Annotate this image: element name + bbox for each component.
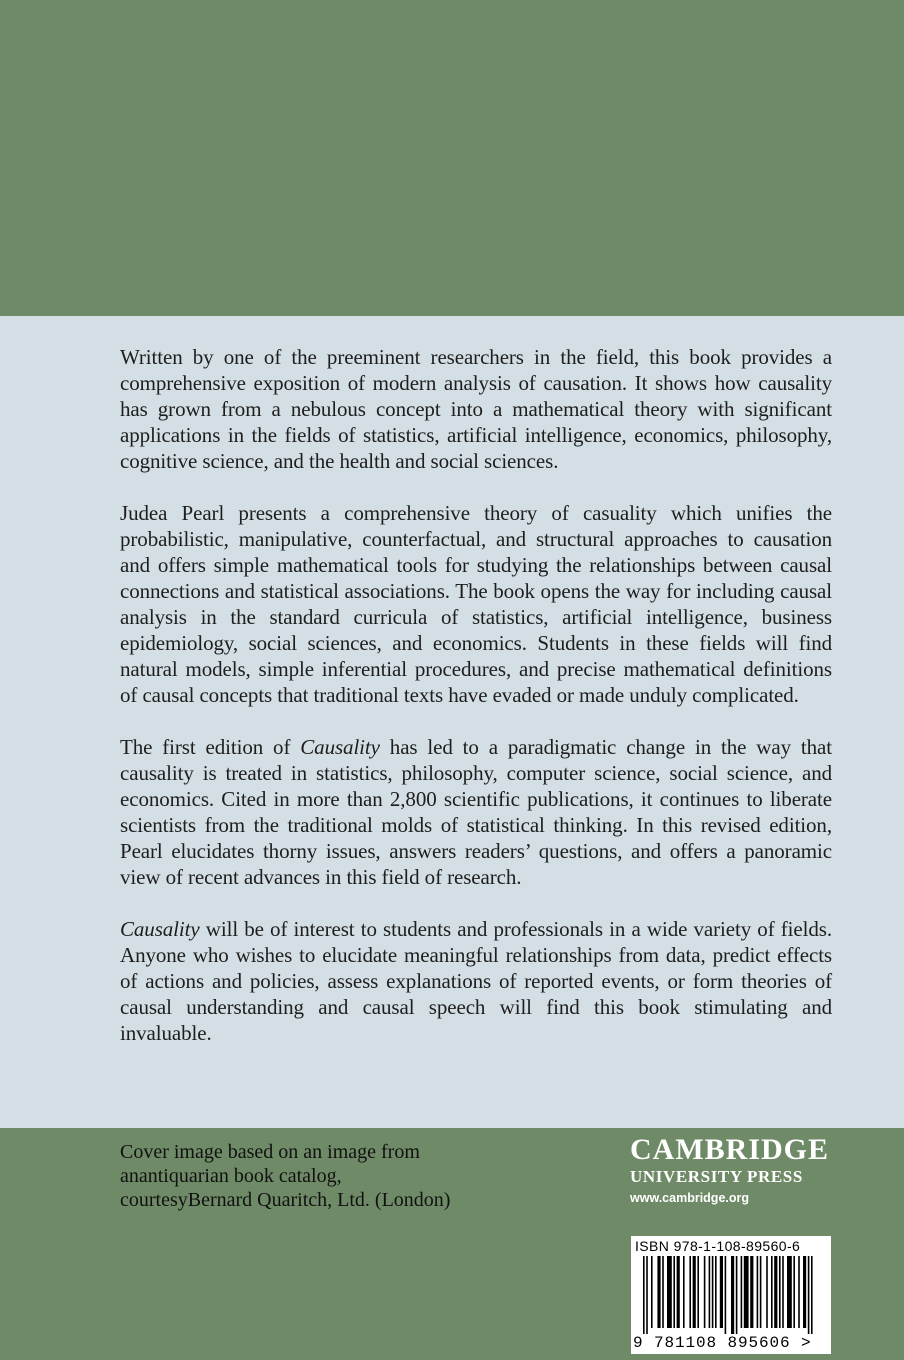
barcode-bar bbox=[677, 1256, 680, 1328]
blurb-paragraph-3 bbox=[120, 734, 832, 890]
isbn-barcode bbox=[631, 1236, 831, 1354]
barcode-bar bbox=[646, 1256, 648, 1334]
barcode-bars bbox=[631, 1256, 831, 1334]
barcode-bar bbox=[750, 1256, 753, 1328]
publisher-name: CAMBRIDGE bbox=[630, 1133, 830, 1166]
barcode-bar bbox=[720, 1256, 723, 1328]
barcode-bar bbox=[803, 1256, 806, 1328]
barcode-bar bbox=[731, 1256, 734, 1334]
barcode-bar bbox=[725, 1256, 727, 1334]
barcode-bar bbox=[715, 1256, 717, 1328]
credit-line-2: anantiquarian book catalog, bbox=[120, 1165, 342, 1187]
barcode-bar bbox=[808, 1256, 810, 1334]
blurb-paragraph-1: Written by one of the preeminent researchers in the field, this book provides a comprehensive exposition of modern analysis of causation. It shows how causality has grown from a nebulous concept into a mathematical theory with significant applications in the fields of statistics, artificial intelligence, economics, philosophy, cognitive science, and the health and social sciences. bbox=[120, 345, 832, 473]
barcode-bar bbox=[667, 1256, 672, 1328]
barcode-digits: 9 781108 895606 > bbox=[633, 1334, 812, 1352]
barcode-bar bbox=[662, 1256, 664, 1328]
paragraph-4-body: will be of interest to students and professionals in a wide variety of fields. Anyone who wishes to elucidate meaningful relationships from data, predict effects of actions and policies, assess explanations of reported events, or form theories of causal understanding and causal speech will find this book stimulating and invaluable. bbox=[120, 917, 832, 1045]
barcode-bar bbox=[704, 1256, 706, 1328]
barcode-bar bbox=[766, 1256, 768, 1328]
blurb-text bbox=[120, 344, 832, 1072]
publisher-subtitle: UNIVERSITY PRESS bbox=[630, 1167, 803, 1186]
barcode-bar bbox=[657, 1256, 660, 1328]
barcode-bar bbox=[709, 1256, 711, 1328]
bottom-green-band bbox=[0, 1128, 904, 1360]
barcode-bar bbox=[779, 1256, 781, 1328]
barcode-bar bbox=[683, 1256, 685, 1328]
barcode-bar bbox=[782, 1256, 784, 1328]
credit-line-3: courtesyBernard Quaritch, Ltd. (London) bbox=[120, 1189, 451, 1211]
barcode-bar bbox=[811, 1256, 813, 1334]
blurb-paragraph-2: Judea Pearl presents a comprehensive theory of casuality which unifies the probabilistic, manipulative, counterfactual, and structural approaches to causation and offers simple mathematical tools for studying the relationships between causal connections and statistical associations. The book opens the way for including causal analysis in the standard curricula of statistics, artificial intelligence, business epidemiology, social sciences, and economics. Students in these fields will find natural models, simple inferential procedures, and precise mathematical definitions of causal concepts that traditional texts have evaded or made unduly complicated. bbox=[120, 501, 832, 707]
paragraph-3-lead: The first edition of bbox=[120, 735, 301, 759]
barcode-bar bbox=[757, 1256, 759, 1328]
barcode-bar bbox=[697, 1256, 699, 1328]
blurb-panel bbox=[0, 316, 904, 1128]
publisher-url: www.cambridge.org bbox=[630, 1191, 750, 1205]
book-title-italic: Causality bbox=[300, 735, 380, 759]
barcode-bar bbox=[689, 1256, 691, 1328]
isbn-label: ISBN 978-1-108-89560-6 bbox=[635, 1238, 801, 1254]
barcode-bar bbox=[741, 1256, 743, 1328]
cover-image-credit bbox=[120, 1140, 540, 1212]
barcode-bar bbox=[673, 1256, 675, 1328]
top-green-band bbox=[0, 0, 904, 316]
blurb-paragraph-4 bbox=[120, 916, 832, 1046]
barcode-bar bbox=[798, 1256, 800, 1328]
barcode-bar bbox=[771, 1256, 773, 1328]
barcode-bar bbox=[736, 1256, 738, 1334]
barcode-bar bbox=[760, 1256, 762, 1328]
barcode-bar bbox=[787, 1256, 792, 1328]
barcode-bar bbox=[774, 1256, 777, 1328]
book-title-italic: Causality bbox=[120, 917, 200, 941]
barcode-bar bbox=[712, 1256, 714, 1328]
paragraph-3-body: has led to a paradigmatic change in the way that causality is treated in statistics, philosophy, computer science, social science, and economics. Cited in more than 2,800 scientific publications, it continues to liberate scientists from the traditional molds of statistical thinking. In this revised edition, Pearl elucidates thorny issues, answers readers’ questions, and offers a panoramic view of recent advances in this field of research. bbox=[120, 735, 832, 889]
publisher-logo bbox=[630, 1134, 840, 1208]
barcode-bar bbox=[643, 1256, 645, 1334]
barcode-bar bbox=[744, 1256, 749, 1328]
credit-line-1: Cover image based on an image from bbox=[120, 1141, 420, 1163]
barcode-bar bbox=[693, 1256, 696, 1328]
barcode-bar bbox=[651, 1256, 653, 1328]
barcode-bar bbox=[793, 1256, 795, 1328]
